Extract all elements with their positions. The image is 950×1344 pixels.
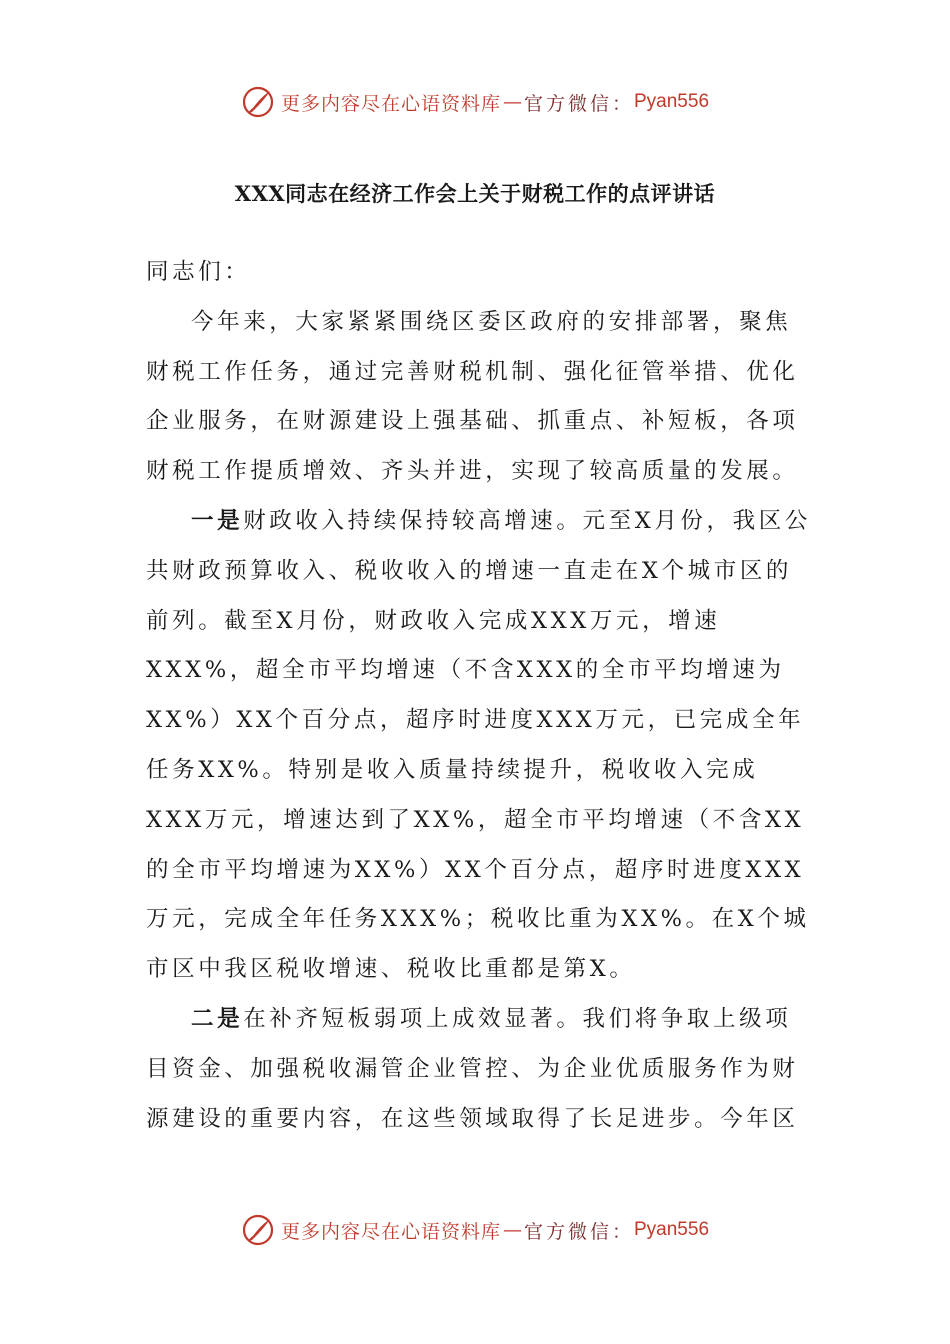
wechat-id: Pyan556 bbox=[634, 91, 710, 112]
intro-paragraph: 今年来，大家紧紧围绕区委区政府的安排部署，聚焦财税工作任务，通过完善财税机制、强化征管举措、优化企业服务，在财源建设上强基础、抓重点、补短板，各项财税工作提质增效、齐头并进，实现了较高质量的发展。 bbox=[146, 308, 799, 485]
official-label: 官方微信： bbox=[523, 92, 634, 115]
site-name: 更多内容尽在心语资料库 bbox=[280, 92, 501, 115]
header-banner bbox=[0, 82, 950, 122]
footer-banner bbox=[0, 1210, 950, 1250]
point-two-paragraph bbox=[146, 995, 816, 1144]
point-one-paragraph bbox=[146, 497, 816, 995]
salutation: 同志们： bbox=[146, 259, 251, 285]
document-title: XXX同志在经济工作会上关于财税工作的点评讲话 bbox=[234, 181, 716, 206]
point-two-lead: 二是 bbox=[191, 1005, 244, 1032]
site-name: 更多内容尽在心语资料库 bbox=[280, 1220, 501, 1243]
quill-pen-icon bbox=[241, 85, 275, 119]
document-body bbox=[146, 248, 816, 1144]
banner-separator: — bbox=[502, 1219, 522, 1241]
point-one-text: 财政收入持续保持较高增速。元至X月份，我区公共财政预算收入、税收收入的增速一直走在X个城市区的前列。截至X月份，财政收入完成XXX万元，增速XXX%，超全市平均增速（不含XXX的全市平均增速为XX%）XX个百分点，超序时进度XXX万元，已完成全年任务XX%。特别是收入质量持续提升，税收收入完成XXX万元，增速达到了XX%，超全市平均增速（不含XX的全市平均增速为XX%）XX个百分点，超序时进度XXX万元，完成全年任务XXX%；税收比重为XX%。在X个城市区中我区税收增速、税收比重都是第X。 bbox=[146, 507, 811, 983]
quill-pen-icon bbox=[241, 1213, 275, 1247]
banner-separator: — bbox=[502, 91, 522, 113]
official-label: 官方微信： bbox=[523, 1220, 634, 1243]
point-two-text: 在补齐短板弱项上成效显著。我们将争取上级项目资金、加强税收漏管企业管控、为企业优质服务作为财源建设的重要内容，在这些领域取得了长足进步。今年区 bbox=[146, 1005, 799, 1132]
point-one-lead: 一是 bbox=[191, 507, 244, 534]
wechat-id: Pyan556 bbox=[634, 1219, 710, 1240]
